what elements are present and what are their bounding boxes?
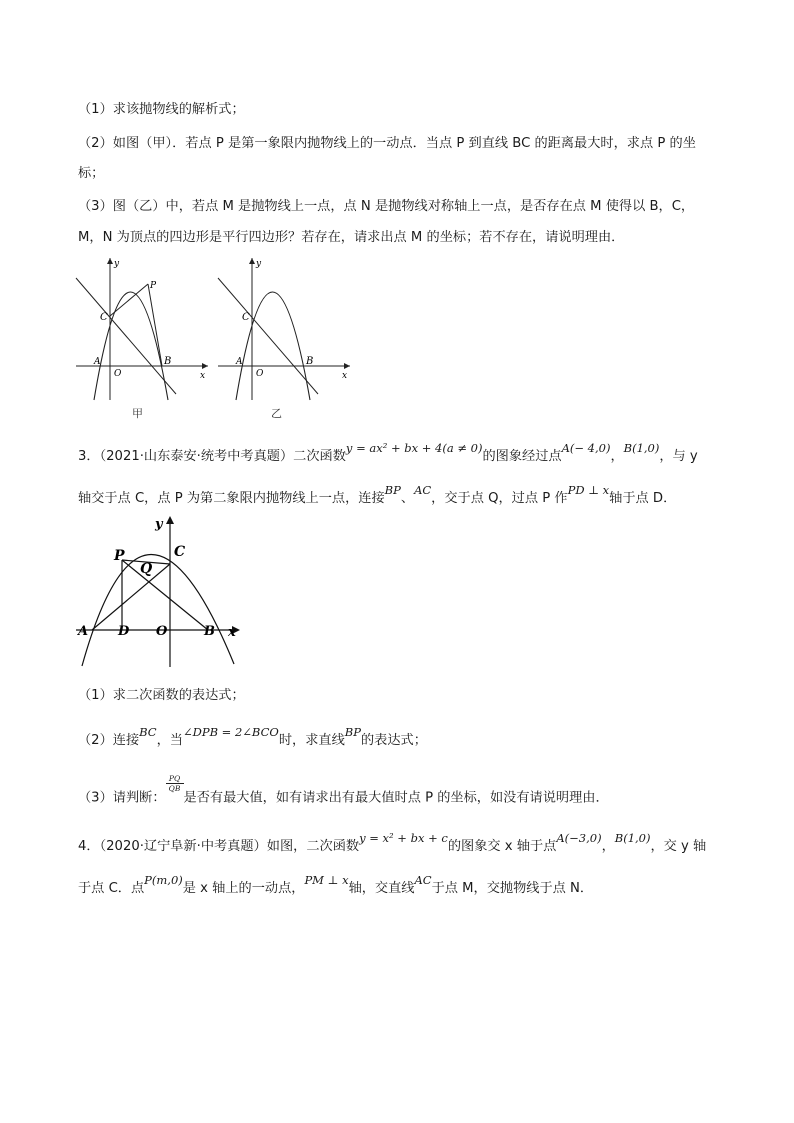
problem-3-question-1: （1）求二次函数的表达式； xyxy=(78,688,245,703)
figure-problem-3 xyxy=(74,514,246,670)
problem-3-question-3 xyxy=(78,774,609,809)
problem-3-pd: PD ⊥ x xyxy=(567,483,610,497)
problem-3-angle: ∠DPB = 2∠BCO xyxy=(182,725,279,739)
problem-3-bp-2: BP xyxy=(344,725,361,739)
problem-3-tail: ，与 y xyxy=(659,449,698,464)
problem-4-sep: ， xyxy=(601,839,615,854)
point-label-p: P xyxy=(114,548,125,564)
problem-3-question-2 xyxy=(78,725,427,751)
fraction-denominator: QB xyxy=(168,784,181,793)
problem-4-line-2a: 于点 C．点 xyxy=(78,881,145,896)
problem-3-bc: BC xyxy=(139,725,157,739)
point-label-o: O xyxy=(256,369,264,379)
figure-jia-caption: 甲 xyxy=(132,407,143,420)
problem-3-mid: 的图象经过点 xyxy=(482,449,562,464)
problem-4-line-1 xyxy=(78,831,707,857)
question-3-line-1: （3）图（乙）中，若点 M 是抛物线上一点，点 N 是抛物线对称轴上一点，是否存在点 M 使得以 B，C， xyxy=(78,199,695,214)
problem-4-line-2c: 轴，交直线 xyxy=(348,881,415,896)
problem-3-sep: ， xyxy=(610,449,624,464)
problem-4-head: 4．（2020·辽宁阜新·中考真题）如图，二次函数 xyxy=(78,839,360,854)
point-label-a: A xyxy=(78,624,89,639)
problem-3-point-b: B(1,0) xyxy=(623,441,660,455)
point-label-c: C xyxy=(174,544,186,560)
figure-jia xyxy=(72,254,212,404)
point-label-c: C xyxy=(100,312,108,323)
problem-3-q2c: 时，求直线 xyxy=(278,733,345,748)
point-label-q: Q xyxy=(140,561,153,577)
problem-4-line-2d: 于点 M，交抛物线于点 N． xyxy=(431,881,594,896)
problem-4-ac: AC xyxy=(414,873,432,887)
problem-3-q3b: 是否有最大值，如有请求出有最大值时点 P 的坐标，如没有请说明理由． xyxy=(183,790,609,806)
problem-3-q2d: 的表达式； xyxy=(360,733,427,748)
problem-3-fraction xyxy=(166,774,184,793)
point-label-b: B xyxy=(204,624,215,639)
problem-3-bp: BP xyxy=(384,483,401,497)
figure-yi-caption: 乙 xyxy=(271,407,282,420)
problem-4-point-b: B(1,0) xyxy=(614,831,651,845)
point-label-c: C xyxy=(242,312,250,323)
problem-4-point-a: A(−3,0) xyxy=(556,831,602,845)
point-label-a: A xyxy=(236,357,243,367)
question-2-line-2: 标； xyxy=(78,166,105,181)
x-axis-label: x xyxy=(200,371,206,381)
point-label-d: D xyxy=(118,624,130,639)
y-axis-label: y xyxy=(114,259,120,269)
problem-3-point-a: A(− 4,0) xyxy=(561,441,611,455)
x-axis-label: x xyxy=(228,625,236,640)
point-label-p: P xyxy=(150,281,157,291)
problem-3-line-2 xyxy=(78,483,677,509)
y-axis-label: y xyxy=(256,259,262,269)
problem-3-line-2a: 轴交于点 C，点 P 为第二象限内抛物线上一点，连接 xyxy=(78,491,385,506)
problem-4-tail: ，交 y 轴 xyxy=(650,839,707,854)
question-3-line-2: M，N 为顶点的四边形是平行四边形？若存在，请求出点 M 的坐标；若不存在，请说明理由． xyxy=(78,230,625,245)
problem-4-line-2 xyxy=(78,873,594,899)
problem-3-line-2c: 轴于点 D． xyxy=(609,491,677,506)
point-label-a: A xyxy=(94,357,101,367)
point-label-o: O xyxy=(114,369,122,379)
problem-3-dun: 、 xyxy=(400,491,415,506)
question-1: （1）求该抛物线的解析式； xyxy=(78,102,245,117)
problem-3-ac: AC xyxy=(414,483,432,497)
point-label-b: B xyxy=(306,356,314,367)
problem-3-q2b: ，当 xyxy=(156,733,183,748)
problem-4-function: y = x² + bx + c xyxy=(359,831,448,845)
question-2-line-1: （2）如图（甲）．若点 P 是第一象限内抛物线上的一动点．当点 P 到直线 BC 的距离最大时，求点 P 的坐 xyxy=(78,136,696,151)
figure-yi xyxy=(214,254,354,404)
problem-4-line-2b: 是 x 轴上的一动点， xyxy=(182,881,305,896)
y-axis-label: y xyxy=(155,517,163,532)
problem-3-q3a: （3）请判断： xyxy=(78,790,166,806)
fraction-numerator: PQ xyxy=(166,774,184,784)
problem-4-pm: PM ⊥ x xyxy=(304,873,349,887)
x-axis-label: x xyxy=(342,371,348,381)
point-label-b: B xyxy=(164,356,172,367)
problem-3-line-2b: ，交于点 Q，过点 P 作 xyxy=(431,491,568,506)
problem-3-function: y = ax² + bx + 4(a ≠ 0) xyxy=(345,441,483,455)
problem-3-head: 3．（2021·山东泰安·统考中考真题）二次函数 xyxy=(78,449,346,464)
problem-4-pm0: P(m,0) xyxy=(144,873,183,887)
problem-3-line-1 xyxy=(78,441,698,467)
problem-3-q2a: （2）连接 xyxy=(78,733,140,748)
point-label-o: O xyxy=(156,624,168,639)
problem-4-mid: 的图象交 x 轴于点 xyxy=(447,839,557,854)
